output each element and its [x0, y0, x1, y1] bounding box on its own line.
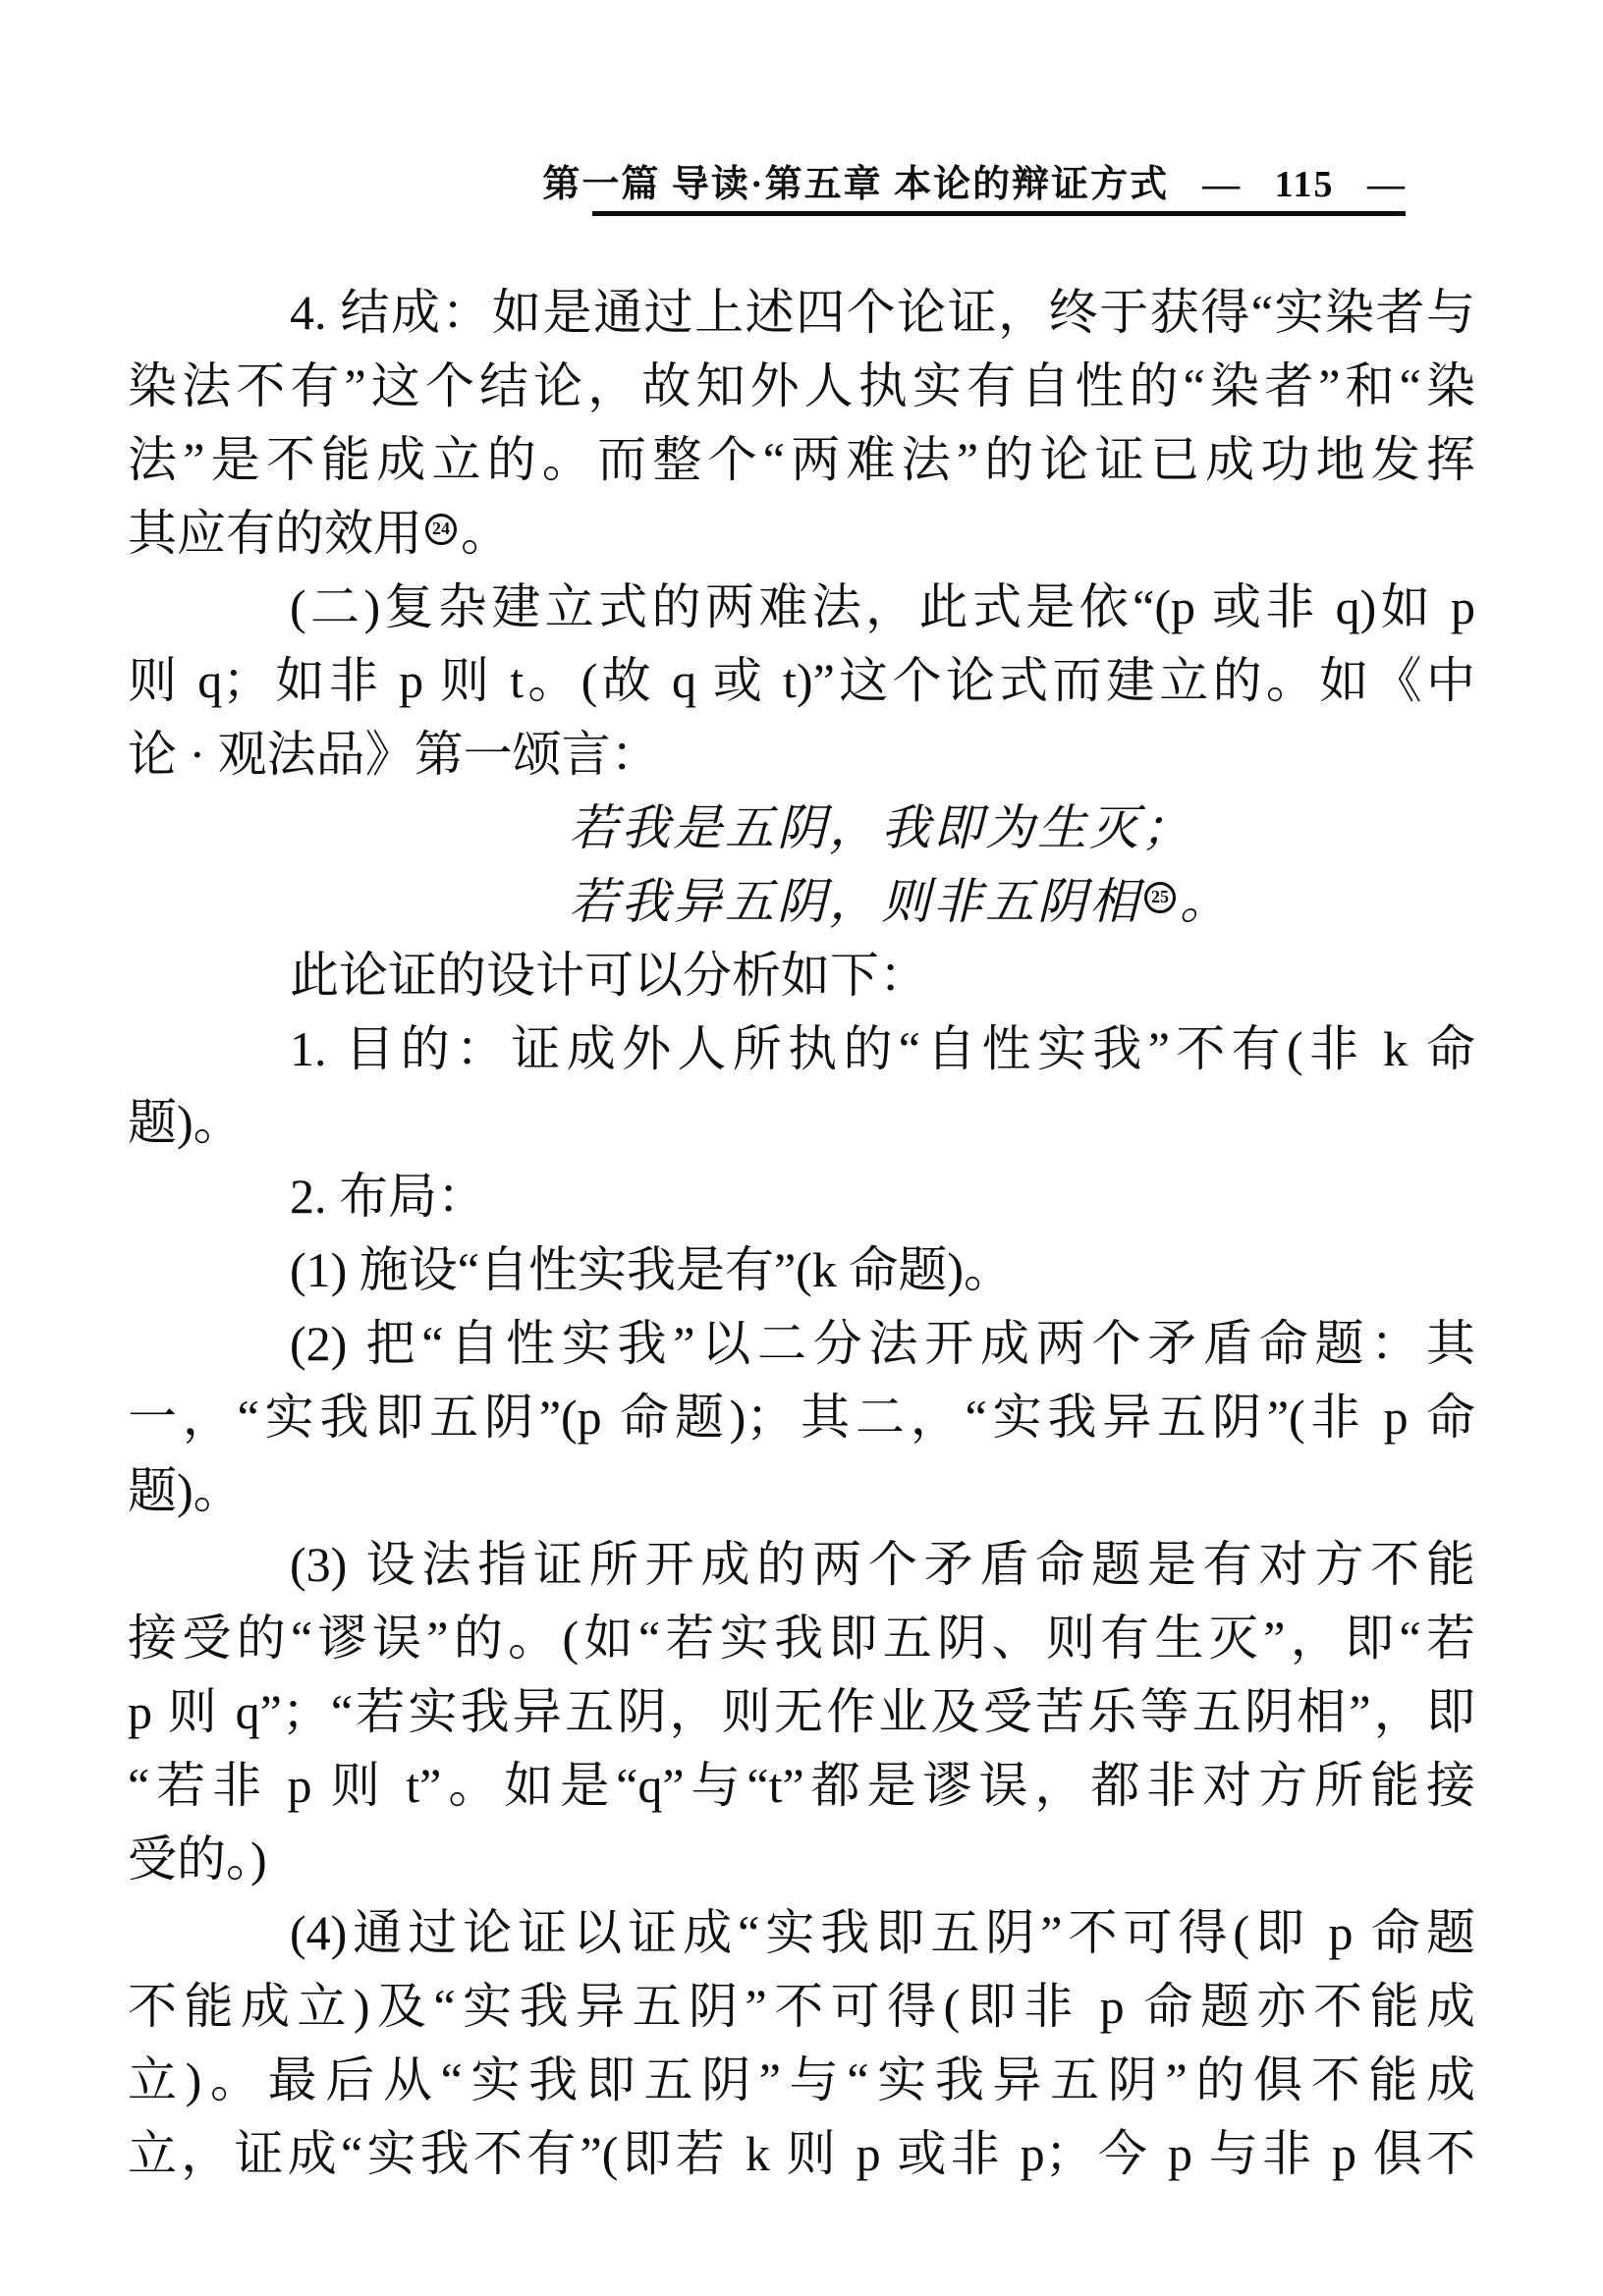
text-line: (2) 把“自性实我”以二分法开成两个矛盾命题：其: [290, 1316, 1475, 1371]
text-line: 2. 布局：: [290, 1169, 486, 1224]
line-text: 若我异五阴，则非五阴相: [569, 874, 1141, 929]
text-line: 受的。): [128, 1831, 267, 1886]
text-line: (4)通过论证以证成“实我即五阴”不可得(即 p 命题: [290, 1905, 1475, 1960]
text-line: 立)。最后从“实我即五阴”与“实我异五阴”的俱不能成: [128, 2052, 1475, 2107]
line-text: 。: [1180, 874, 1232, 929]
text-line: 题)。: [128, 1095, 243, 1150]
verse-line-2: [128, 865, 1475, 939]
text-line: 4. 结成：如是通过上述四个论证，终于获得“实染者与: [290, 285, 1475, 340]
text-line: 法”是不能成立的。而整个“两难法”的论证已成功地发挥: [128, 432, 1475, 487]
text-line: 题)。: [128, 1463, 243, 1518]
body-text: [128, 276, 1475, 2191]
text-line: 一，“实我即五阴”(p 命题)；其二，“实我异五阴”(非 p 命: [128, 1390, 1475, 1445]
text-line: (1) 施设“自性实我是有”(k 命题)。: [290, 1242, 1013, 1297]
running-title: 第一篇 导读·第五章 本论的辩证方式: [542, 164, 1170, 205]
running-header: [128, 153, 1407, 207]
text-line: 接受的“谬误”的。(如“若实我即五阴、则有生灭”，即“若: [128, 1611, 1475, 1666]
text-line: (二)复杂建立式的两难法，此式是依“(p 或非 q)如 p: [290, 579, 1475, 634]
verse-line-1: 若我是五阴，我即为生灭；: [569, 800, 1193, 855]
text-line: “若非 p 则 t”。如是“q”与“t”都是谬误，都非对方所能接: [128, 1758, 1475, 1813]
text-line: 1. 目的：证成外人所执的“自性实我”不有(非 k 命: [290, 1021, 1475, 1076]
text-line: (3) 设法指证所开成的两个矛盾命题是有对方不能: [290, 1537, 1475, 1592]
page-number: — 115 —: [1202, 164, 1407, 205]
text-line: 论 · 观法品》第一颂言：: [128, 727, 660, 782]
text-line: 此论证的设计可以分析如下：: [290, 948, 928, 1003]
text-line: 立，证成“实我不有”(即若 k 则 p 或非 p；今 p 与非 p 俱不: [128, 2126, 1475, 2181]
text-line: p 则 q”；“若实我异五阴，则无作业及受苦乐等五阴相”，即: [128, 1684, 1475, 1739]
text-line: [128, 497, 1475, 571]
footnote-ref-24: 24: [425, 514, 457, 545]
footnote-ref-25: 25: [1144, 882, 1176, 913]
text-line: 则 q；如非 p 则 t。(故 q 或 t)”这个论式而建立的。如《中: [128, 653, 1475, 708]
line-text: 其应有的效用: [128, 506, 422, 561]
text-line: 不能成立)及“实我异五阴”不可得(即非 p 命题亦不能成: [128, 1979, 1475, 2034]
line-text: 。: [461, 506, 510, 561]
header-rule: [592, 211, 1406, 216]
text-line: 染法不有”这个结论，故知外人执实有自性的“染者”和“染: [128, 358, 1475, 413]
